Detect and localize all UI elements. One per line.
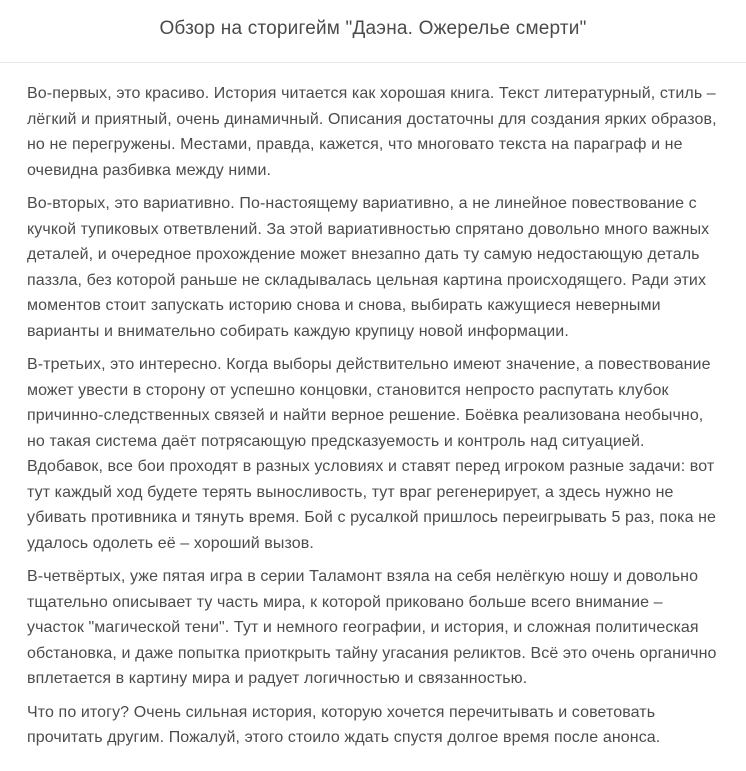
paragraph-second: Во-вторых, это вариативно. По-настоящему вариативно, а не линейное повествование с кучкой тупиковых ответвлений. За этой вариативностью спрятано довольно много важных деталей, и очередное прохождение может внезапно дать ту самую недостающую деталь паззла, без которой раньше не складывалась цельная картина происходящего. Ради этих моментов стоит запускать историю снова и снова, выбирать кажущиеся неверными варианты и внимательно собирать каждую крупицу новой информации.	[27, 195, 710, 340]
paragraph-third: В-третьих, это интересно. Когда выборы действительно имеют значение, а повествование может увести в сторону от успешно концовки, становится непросто распутать клубок причинно-следственных связей и найти верное решение. Боёвка реализована необычно, но такая система даёт потрясающую предсказуемость и контроль над ситуацией. Вдобавок, все бои проходят в разных условиях и ставят перед игроком разные задачи: вот тут каждый ход будете терять выносливость, тут враг регенерирует, а здесь нужно не убивать противника и тянуть время. Бой с русалкой пришлось переигрывать 5 раз, пока не удалось одолеть её – хороший вызов.	[27, 356, 717, 552]
page-header	[0, 0, 746, 62]
review-body	[0, 63, 746, 767]
paragraph-fourth: В-четвёртых, уже пятая игра в серии Таламонт взяла на себя нелёгкую ношу и довольно тщательно описывает ту часть мира, к которой приковано больше всего внимание – участок "магической тени". Тут и немного географии, и история, и сложная политическая обстановка, и даже попытка приоткрыть тайну угасания реликтов. Всё это очень органично вплетается в картину мира и радует логичностью и связанностью.	[27, 568, 717, 687]
paragraph-first: Во-первых, это красиво. История читается как хорошая книга. Текст литературный, стиль – лёгкий и приятный, очень динамичный. Описания достаточны для создания ярких образов, но не перегружены. Местами, правда, кажется, что многовато текста на параграф и не очевидна разбивка между ними.	[27, 85, 717, 179]
page-title: Обзор на сторигейм "Даэна. Ожерелье смерти"	[159, 18, 587, 39]
paragraph-summary: Что по итогу? Очень сильная история, которую хочется перечитывать и советовать прочитать другим. Пожалуй, этого стоило ждать спустя долгое время после анонса.	[27, 703, 661, 746]
